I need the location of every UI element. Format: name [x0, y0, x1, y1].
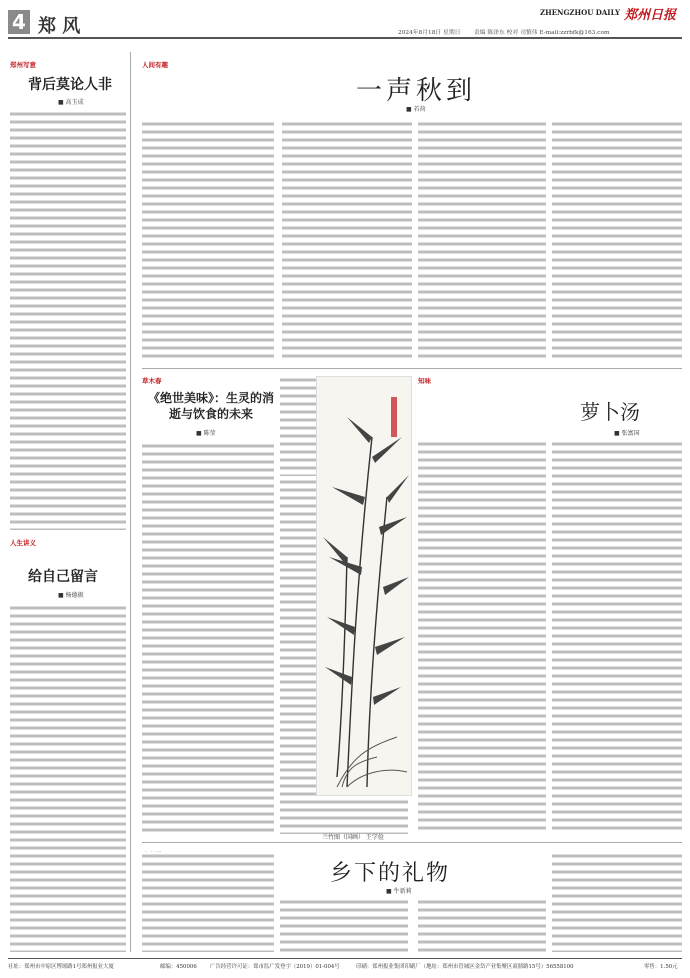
footer-rule: [8, 958, 682, 959]
article-body-a2-col4: [552, 120, 682, 362]
paper-name-cn: 郑州日报: [624, 8, 677, 23]
article-body-a5-col1: [418, 440, 546, 834]
article-author-a3: ■ 陈莹: [196, 430, 216, 437]
masthead: [0, 0, 690, 40]
editor-line: 责编 陈泽东 校对 司慎伟 E-mail:zzrbfk@163.com: [474, 30, 610, 36]
article-author-a4: ■ 杨德振: [58, 592, 84, 599]
divider-a3: [142, 842, 682, 843]
footer-postcode: 邮编：450006: [160, 964, 197, 970]
article-author-a5: ■ 张富国: [614, 430, 640, 437]
left-column-divider: [130, 52, 131, 952]
footer: [8, 962, 682, 974]
page-number-box: [8, 10, 30, 34]
article-title-a5: 萝卜汤: [580, 400, 640, 424]
article-title-a4: 给自己留言: [28, 569, 98, 585]
column-tag-a4: 人生讲义: [10, 539, 36, 547]
divider-a2: [142, 368, 682, 369]
date-line: 2024年8月18日 星期日: [398, 30, 461, 36]
bamboo-orchid-painting: [316, 376, 412, 796]
article-title-a3: 《绝世美味》：生灵的消逝与饮食的未来: [147, 391, 274, 421]
column-tag-a1: 郑州写意: [10, 61, 36, 69]
article-body-a3-col1: [142, 442, 274, 834]
article-title-a1: 背后莫论人非: [28, 77, 112, 93]
column-tag-a5: 知味: [418, 377, 431, 385]
article-title-a2: 一声秋到: [356, 76, 477, 106]
masthead-rule: [8, 37, 682, 39]
paper-name-en: ZHENGZHOU DAILY: [540, 8, 621, 17]
article-body-a2-col2: [282, 120, 412, 362]
article-body-a2-col1: [142, 120, 274, 362]
article-body-a6-col4: [552, 852, 682, 952]
article-body-a2-col3: [418, 120, 546, 362]
bamboo-painting-icon: [317, 377, 413, 797]
article-body-a6-col3: [418, 898, 546, 952]
article-body-a6-col1: [142, 852, 274, 952]
column-tag-a2: 人间有趣: [142, 61, 168, 69]
article-body-a6-col2: [280, 898, 408, 952]
article-body-a1: [10, 110, 126, 530]
article-author-a1: ■ 高玉成: [58, 99, 84, 106]
footer-price: 零售：1.50元: [644, 964, 678, 970]
article-title-a6: 乡下的礼物: [330, 861, 451, 886]
section-name: 郑 风: [38, 16, 81, 37]
footer-printer: 印刷：郑州报业集团印刷厂（地址：郑州市管城区金岱产业集聚区商鼎路15号）56558100: [356, 964, 574, 970]
column-tag-a3: 草木春: [142, 377, 162, 385]
footer-license: 广告经营许可证：郑市监广发登字（2019）01-004号: [210, 964, 340, 970]
article-author-a6: ■ 牛新莉: [386, 888, 412, 895]
article-author-a2: ■ 若荷: [406, 106, 426, 113]
footer-address: 社址：郑州市中原区博颂路1号郑州报业大厦: [8, 964, 114, 970]
article-body-a5-col2: [552, 440, 682, 834]
page-number: 4: [12, 10, 26, 34]
painting-caption: 兰竹图（国画） 王学俭: [322, 834, 384, 841]
article-body-a4: [10, 604, 126, 952]
